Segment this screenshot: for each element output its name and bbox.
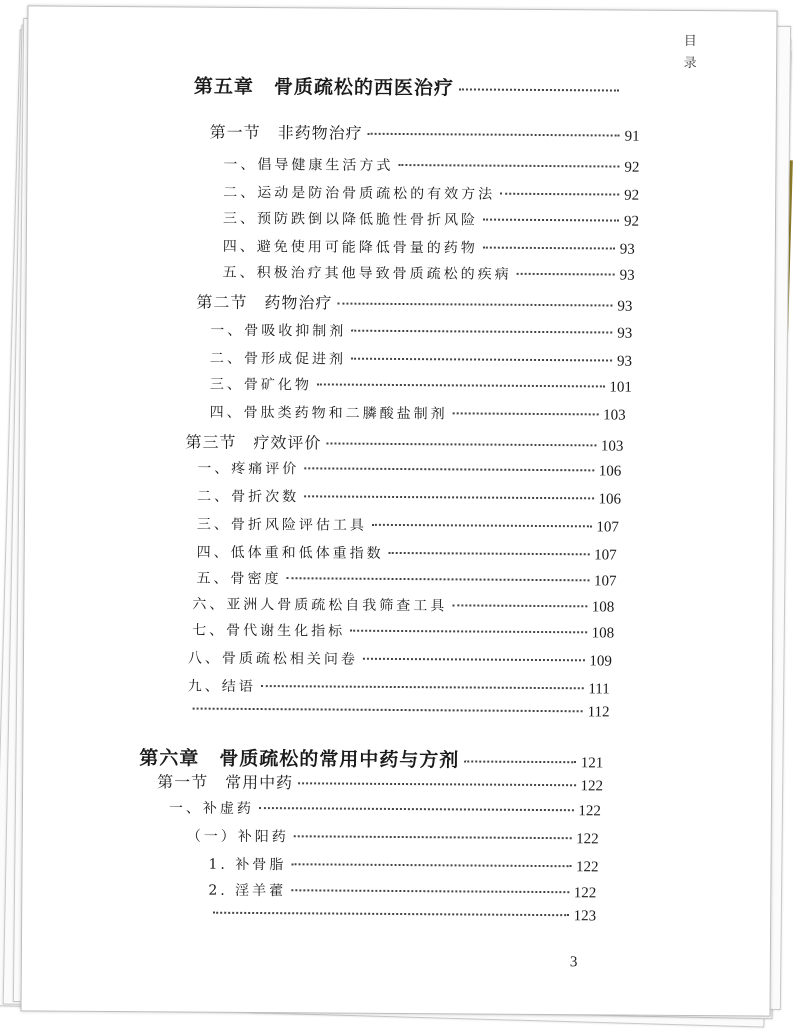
dot-leader: [351, 330, 612, 334]
dot-leader: [304, 495, 594, 499]
toc-entry-item: [223, 154, 639, 177]
dot-leader: [363, 658, 585, 662]
toc-entry-chapter: [194, 72, 624, 102]
toc-entry-item: [210, 374, 632, 397]
toc-entry-item: [188, 702, 610, 722]
toc-entry-item: [197, 514, 619, 537]
toc-entry-page: 93: [617, 325, 633, 342]
toc-entry-page: 92: [624, 187, 640, 204]
toc-entry-item: [223, 182, 639, 205]
toc-entry-page: 122: [576, 831, 599, 848]
toc-entry-title: 二、骨折次数: [197, 488, 300, 506]
toc-entry-item: [192, 594, 614, 617]
header-char: 目: [683, 33, 697, 50]
toc-entry-title: 一、疼痛评价: [197, 460, 300, 478]
toc-entry-title: 九、结语: [187, 678, 256, 696]
toc-entry-page: 92: [624, 159, 640, 176]
toc-entry-title: 三、骨矿化物: [209, 376, 312, 394]
toc-entry-title: 五、积极治疗其他导致骨质疏松的疾病: [222, 264, 512, 283]
toc-entry-title: 二、骨形成促进剂: [210, 350, 347, 368]
toc-entry-title: 一、倡导健康生活方式: [223, 156, 394, 174]
toc-entry-title: 四、低体重和低体重指数: [196, 544, 384, 562]
toc-entry-page: 111: [588, 681, 610, 698]
dot-leader: [453, 412, 599, 415]
toc-entry-item: [210, 402, 626, 425]
dot-leader: [259, 807, 574, 811]
dot-leader: [483, 219, 619, 222]
toc-entry-page: 93: [617, 298, 633, 315]
toc-entry-title: 五、骨密度: [196, 570, 282, 588]
toc-entry-page: 103: [603, 407, 626, 424]
toc-entry-title: 第一节 常用中药: [157, 772, 294, 793]
toc-entry-page: 109: [589, 653, 613, 670]
toc-entry-title: 三、骨折风险评估工具: [196, 516, 367, 534]
dot-leader: [291, 889, 569, 893]
toc-entry-page: 107: [596, 519, 619, 536]
dot-leader: [459, 88, 619, 91]
toc-entry-title: 2. 淫羊藿: [208, 882, 287, 900]
toc-entry-section: [157, 769, 603, 795]
toc-entry-page: 101: [609, 379, 632, 396]
dot-leader: [500, 193, 619, 196]
toc-entry-page: 93: [616, 353, 633, 370]
header-char: 录: [683, 55, 697, 72]
toc-entry-title: 四、骨肽类药物和二膦酸盐制剂: [209, 404, 448, 423]
toc-entry-page: 91: [624, 128, 640, 145]
toc-entry-page: 122: [573, 885, 597, 902]
toc-entry-title: 一、骨吸收抑制剂: [210, 322, 347, 340]
toc-page: [20, 5, 777, 1016]
toc-entry-title: 六、亚洲人骨质疏松自我筛查工具: [192, 596, 448, 615]
dot-leader: [337, 303, 612, 307]
toc-entry-item: [210, 348, 632, 371]
toc-entry-item: [210, 320, 632, 343]
toc-entry-item: [223, 236, 635, 259]
toc-entry-page: 121: [580, 755, 604, 772]
dot-leader: [287, 577, 590, 581]
toc-entry-item: [197, 542, 617, 565]
toc-entry-page: 92: [623, 213, 640, 230]
dot-leader: [317, 383, 605, 387]
toc-entry-title: 七、骨代谢生化指标: [192, 622, 346, 640]
toc-entry-page: 107: [593, 573, 617, 590]
toc-entry-title: 二、运动是防治骨质疏松的有效方法: [223, 184, 496, 203]
dot-leader: [389, 552, 590, 555]
toc-entry-item: [196, 568, 616, 591]
toc-entry-title: 1. 补骨脂: [208, 856, 287, 874]
dot-leader: [213, 912, 569, 916]
dot-leader: [193, 708, 583, 713]
dot-leader: [517, 273, 615, 276]
dot-leader: [304, 467, 594, 471]
toc-entry-title: 第一节 非药物治疗: [209, 122, 363, 143]
toc-entry-item: [197, 458, 621, 481]
toc-entry-page: 93: [619, 267, 635, 284]
dot-leader: [351, 358, 612, 362]
toc-entry-section: [210, 120, 640, 146]
toc-entry-title: 第二节 药物治疗: [196, 292, 333, 313]
dot-leader: [326, 442, 595, 446]
toc-entry-title: 第五章 骨质疏松的西医治疗: [193, 75, 455, 100]
toc-entry-title: 第三节 疗效评价: [185, 432, 322, 453]
page-number: 3: [569, 954, 578, 971]
toc-entry-title: （一）补阳药: [186, 828, 289, 846]
toc-entry-page: 122: [578, 803, 601, 820]
toc-entry-item: [197, 486, 621, 509]
toc-entry-item: [188, 676, 610, 699]
toc-entry-item: [223, 262, 635, 285]
toc-entry-title: 四、避免使用可能降低骨量的药物: [222, 238, 478, 257]
toc-entry-page: 106: [598, 463, 622, 480]
dot-leader: [398, 164, 619, 168]
dot-leader: [291, 863, 571, 867]
toc-entry-title: 一、补虚药: [168, 800, 254, 817]
toc-entry-page: 122: [575, 859, 599, 876]
toc-entry-page: 106: [598, 491, 622, 508]
toc-entry-page: 107: [594, 547, 617, 564]
toc-entry-page: 108: [591, 599, 615, 616]
toc-entry-title: 第六章 骨质疏松的常用中药与方剂: [139, 747, 460, 772]
toc-entry-page: 112: [587, 704, 610, 721]
toc-entry-section: [196, 290, 632, 316]
dot-leader: [350, 630, 587, 634]
dot-leader: [464, 760, 575, 763]
dot-leader: [294, 835, 572, 839]
toc-entry-page: 103: [600, 438, 624, 455]
toc-entry-item: [169, 797, 601, 820]
dot-leader: [298, 782, 575, 786]
toc-entry-item: [223, 208, 639, 231]
toc-entry-title: 三、预防跌倒以降低脆性骨折风险: [222, 210, 479, 229]
toc-entry-title: 八、骨质疏松相关问卷: [187, 650, 359, 668]
toc-entry-page: 123: [573, 908, 597, 925]
table-of-contents: [22, 6, 777, 1015]
dot-leader: [372, 524, 592, 528]
dot-leader: [483, 247, 615, 250]
dot-leader: [368, 133, 620, 137]
toc-entry-page: 93: [619, 241, 635, 258]
toc-entry-item: [208, 854, 598, 877]
toc-entry-section: [185, 430, 623, 456]
toc-entry-item: [187, 826, 599, 849]
toc-entry-page: 108: [591, 625, 615, 642]
toc-entry-page: 122: [580, 778, 604, 795]
dot-leader: [452, 604, 587, 607]
toc-entry-item: [208, 906, 596, 926]
dot-leader: [261, 685, 584, 689]
toc-entry-item: [208, 880, 596, 903]
toc-entry-item: [192, 620, 614, 643]
toc-entry-item: [188, 648, 612, 671]
